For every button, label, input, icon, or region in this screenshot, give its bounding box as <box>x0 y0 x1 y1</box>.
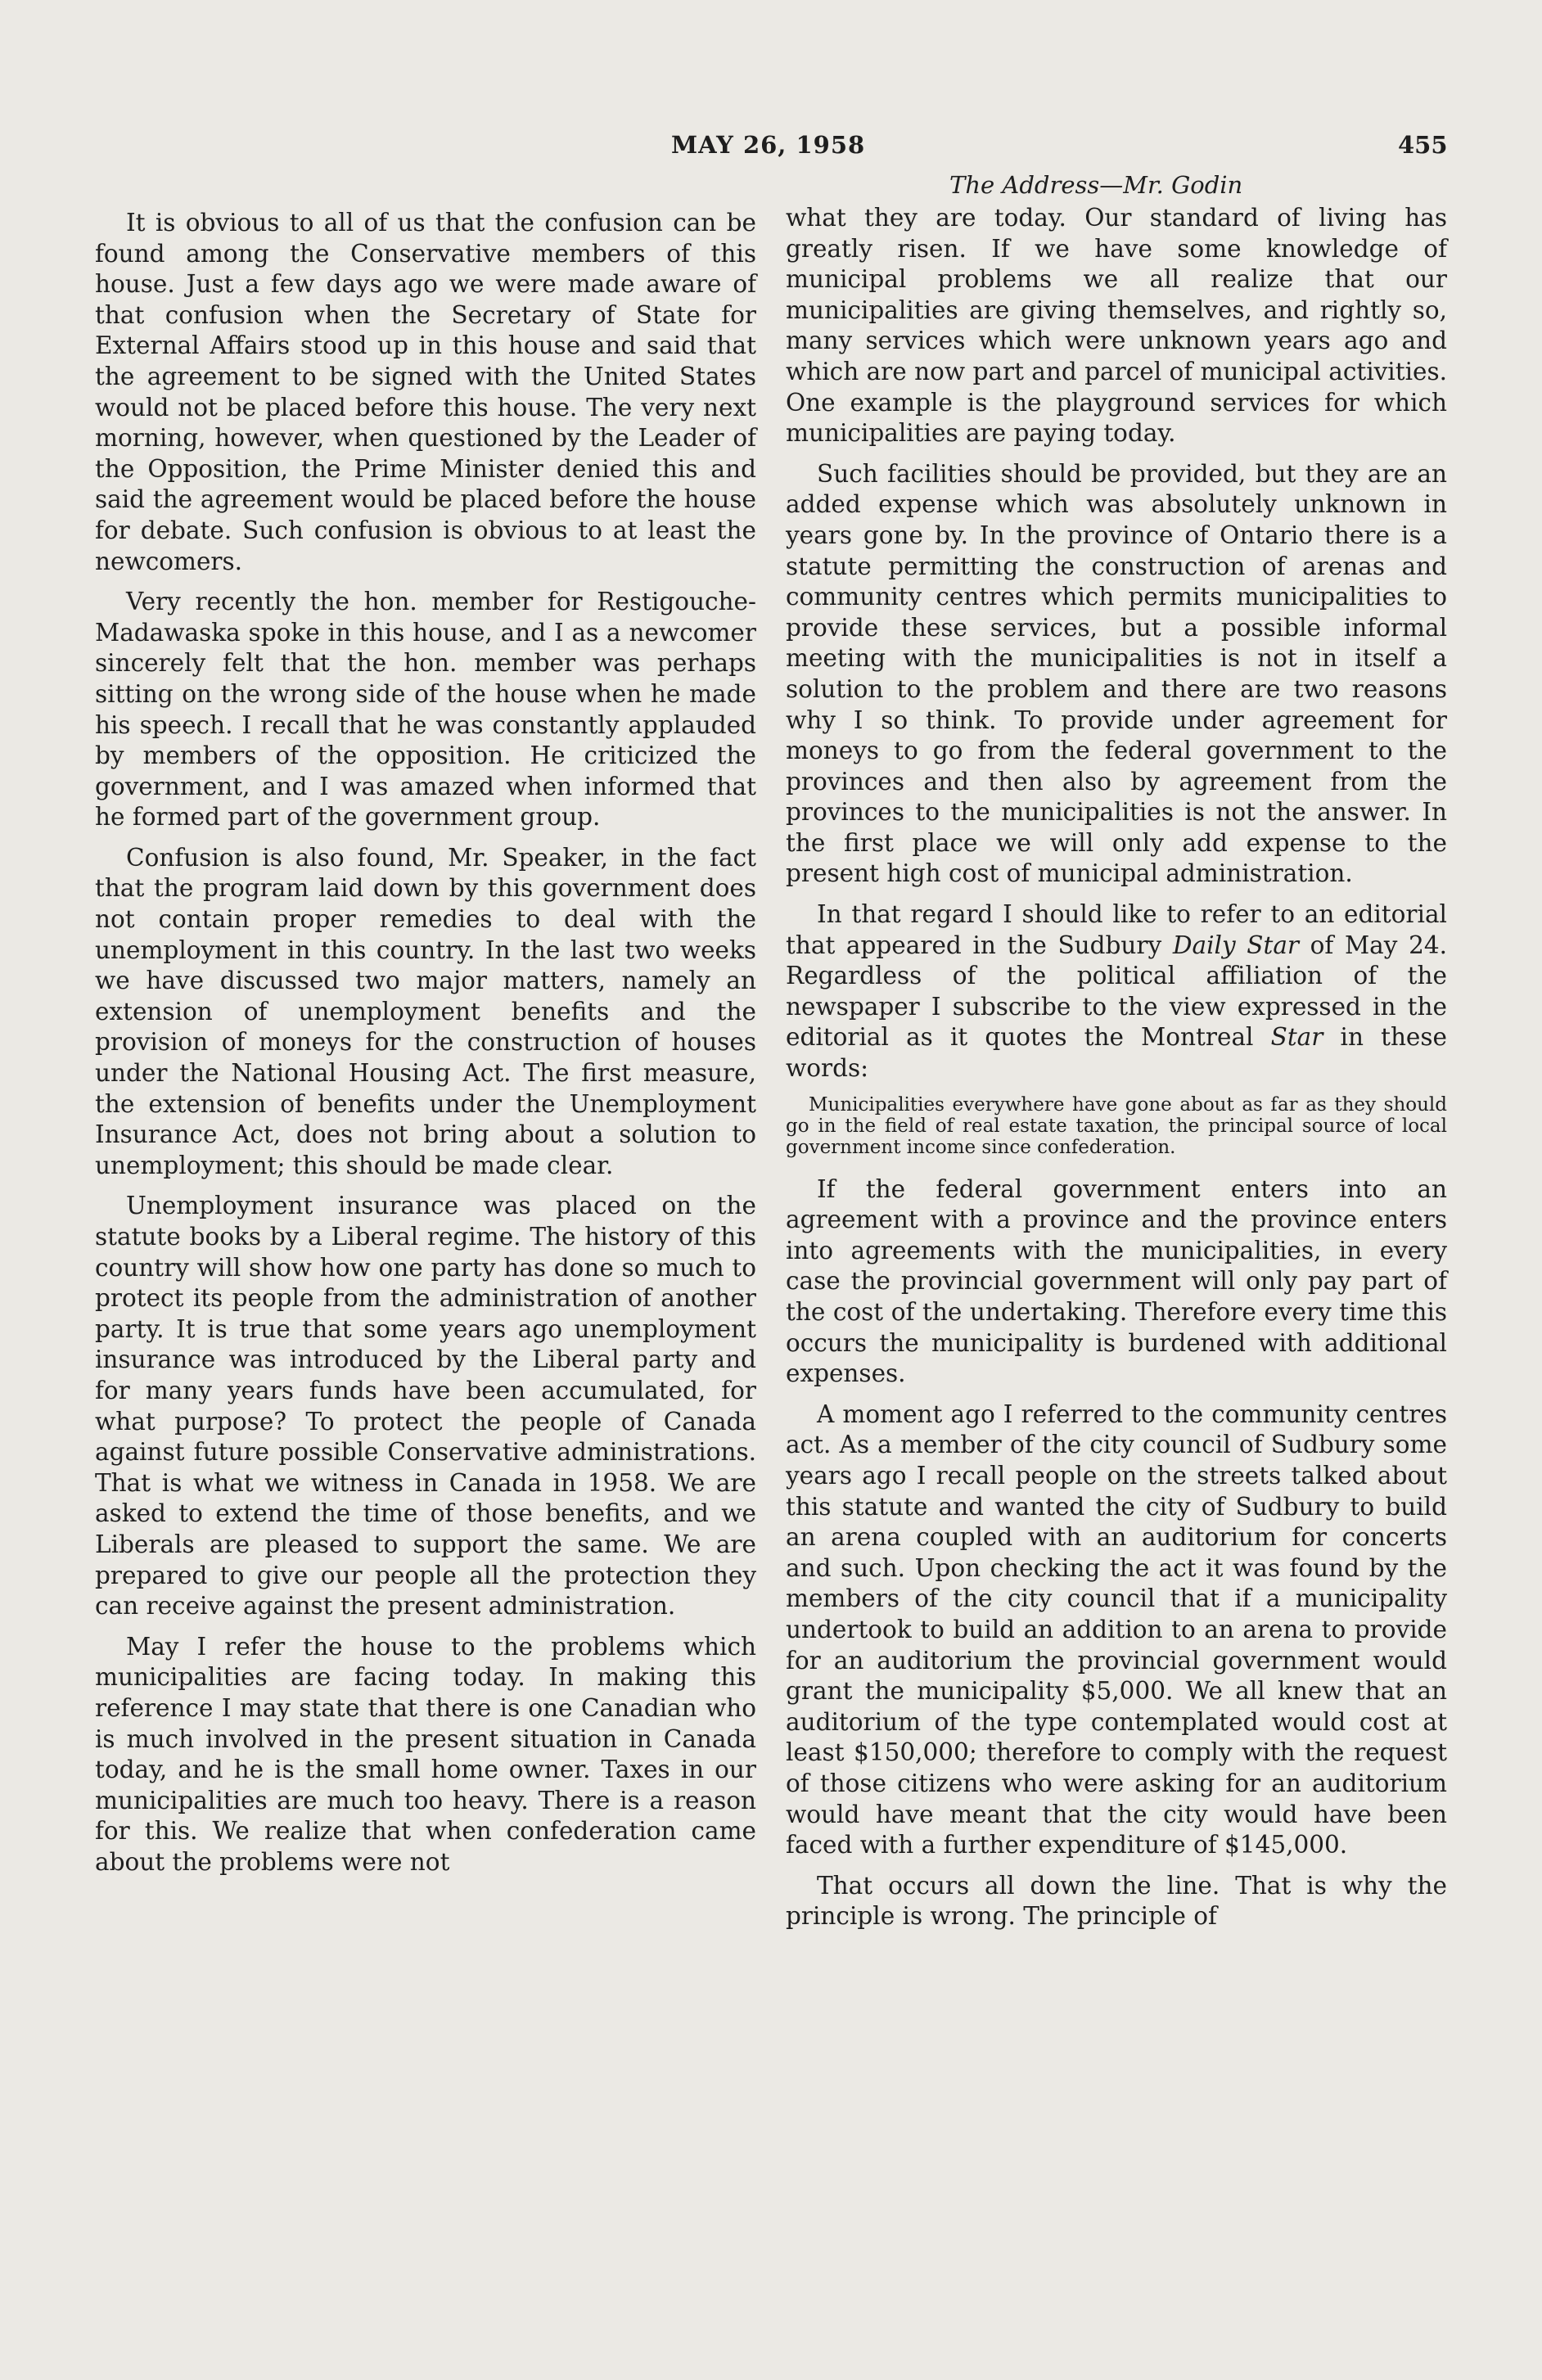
paragraph: Unemployment insurance was placed on the statute books by a Liberal regime. The history of this country will show how one party has done so much to protect its people from the administration of another party. It is true that some years ago unemployment insurance was introduced by the Liberal party and for many years funds have been accumulated, for what purpose? To protect the people of Canada against future possible Conservative administrations. That is what we witness in Canada in 1958. We are asked to extend the time of those benefits, and we Liberals are pleased to support the same. We are prepared to give our people all the protection they can receive against the present administration. <box>95 1192 756 1620</box>
paragraph: Confusion is also found, Mr. Speaker, in the fact that the program laid down by this government does not contain proper remedies to deal with the unemployment in this country. In the last two weeks we have discussed two major matters, namely an extension of unemployment benefits and the provision of moneys for the construction of houses under the National Housing Act. The first measure, the extension of benefits under the Unemployment Insurance Act, does not bring about a solution to unemployment; this should be made clear. <box>95 843 756 1179</box>
paragraph-continued: what they are today. Our standard of living has greatly risen. If we have some knowledge of municipal problems we all realize that our municipalities are giving themselves, and rightly so, many services which were unknown years ago and which are now part and parcel of municipal activities. One example is the playground services for which municipalities are paying today. <box>786 204 1447 448</box>
paragraph: If the federal government enters into an agreement with a province and the province enters into agreements with the municipalities, in every case the provincial government will only pay part of the cost of the undertaking. Therefore every time this occurs the municipality is burdened with additional expenses. <box>786 1174 1447 1388</box>
text-run: in these words: <box>786 1023 1447 1083</box>
paragraph: Very recently the hon. member for Restigouche-Madawaska spoke in this house, and I as a newcomer sincerely felt that the hon. member was perhaps sitting on the wrong side of the house when he made his speech. I recall that he was constantly applauded by members of the opposition. He criticized the government, and I was amazed when informed that he formed part of the government group. <box>95 588 756 832</box>
block-quote: Municipalities everywhere have gone about as far as they should go in the field of real estate taxation, the principal source of local government income since confederation. <box>786 1093 1447 1158</box>
right-column <box>786 203 1447 1942</box>
newspaper-title: Daily Star <box>1172 931 1300 959</box>
paragraph: A moment ago I referred to the community centres act. As a member of the city council of Sudbury some years ago I recall people on the streets talked about this statute and wanted the city of Sudbury to build an arena coupled with an auditorium for concerts and such. Upon checking the act it was found by the members of the city council that if a municipality undertook to build an addition to an arena to provide for an auditorium the provincial government would grant the municipality $5,000. We all knew that an auditorium of the type contemplated would cost at least $150,000; therefore to comply with the request of those citizens who were asking for an auditorium would have meant that the city would have been faced with a further expenditure of $145,000. <box>786 1400 1447 1859</box>
paragraph <box>786 899 1447 1084</box>
page-date: MAY 26, 1958 <box>671 131 866 159</box>
left-column <box>95 208 756 1887</box>
paragraph: Such facilities should be provided, but they are an added expense which was absolutely unknown in years gone by. In the province of Ontario there is a statute permitting the construction of arenas and community centres which permits municipalities to provide these services, but a possible informal meeting with the municipalities is not in itself a solution to the problem and there are two reasons why I so think. To provide under agreement for moneys to go from the federal government to the provinces and then also by agreement from the provinces to the municipalities is not the answer. In the first place we will only add expense to the present high cost of municipal administration. <box>786 459 1447 888</box>
paragraph: It is obvious to all of us that the confusion can be found among the Conservative members of this house. Just a few days ago we were made aware of that confusion when the Secretary of State for External Affairs stood up in this house and said that the agreement to be signed with the United States would not be placed before this house. The very next morning, however, when questioned by the Leader of the Opposition, the Prime Minister denied this and said the agreement would be placed before the house for debate. Such confusion is obvious to at least the newcomers. <box>95 209 756 575</box>
text-run: In that regard I should like to refer to an editorial that appeared in the Sudbury <box>786 900 1447 959</box>
running-head: The Address—Mr. Godin <box>949 171 1243 199</box>
newspaper-title: Star <box>1270 1023 1323 1052</box>
text-run: of May 24. Regardless of the political affiliation of the newspaper I subscribe to the view expressed in the editorial as it quotes the Montreal <box>786 931 1447 1052</box>
paragraph: That occurs all down the line. That is why the principle is wrong. The principle of <box>786 1871 1447 1931</box>
page-number: 455 <box>1398 131 1448 159</box>
paragraph: May I refer the house to the problems which municipalities are facing today. In making this reference I may state that there is one Canadian who is much involved in the present situation in Canada today, and he is the small home owner. Taxes in our municipalities are much too heavy. There is a reason for this. We realize that when confederation came about the problems were not <box>95 1632 756 1876</box>
